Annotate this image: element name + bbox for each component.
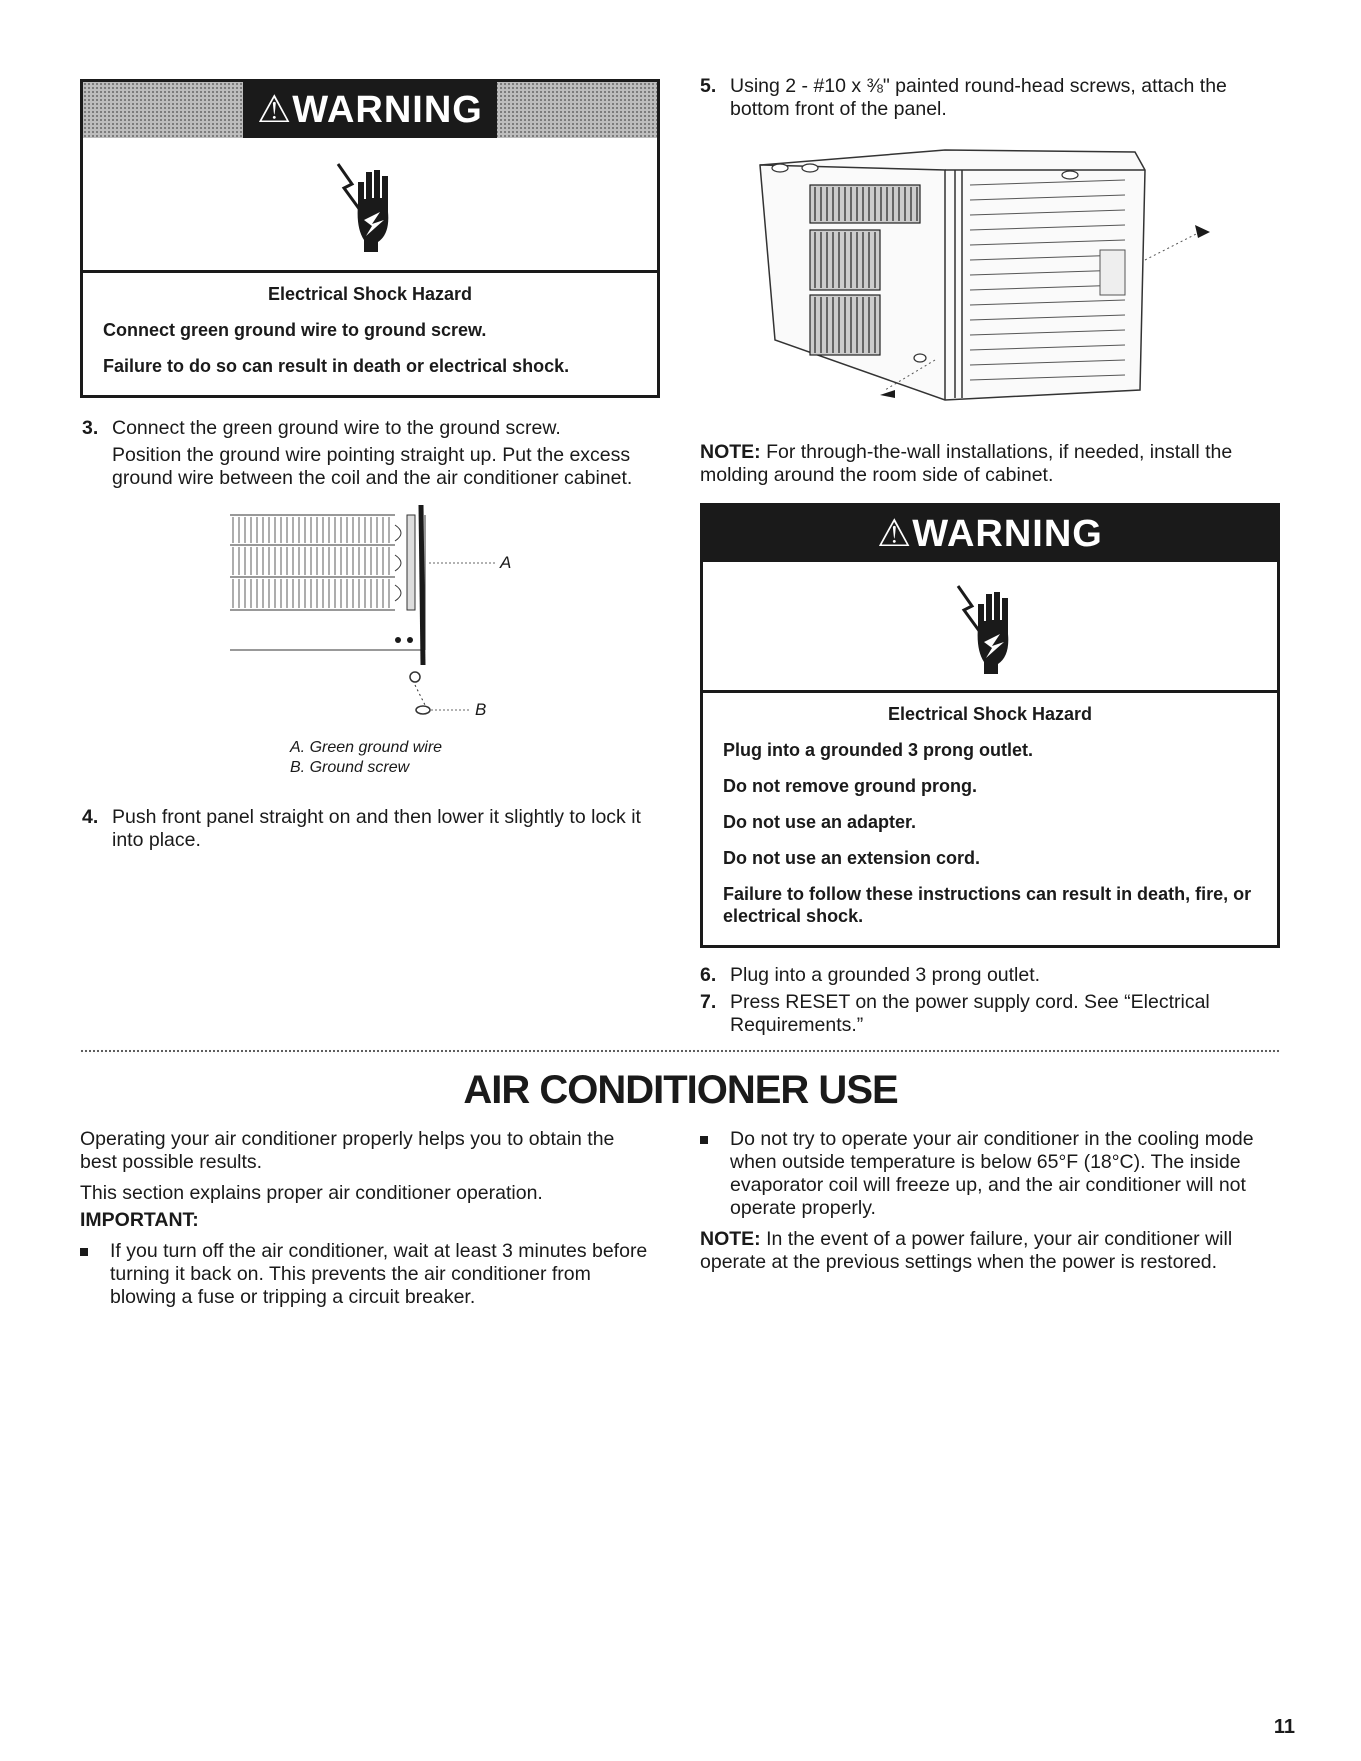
warning-box-outlet [700, 503, 1280, 948]
step-number: 6. [700, 964, 717, 986]
ac-unit-diagram [755, 140, 1235, 425]
step-text: Connect the green ground wire to the ground screw. [112, 417, 561, 439]
intro-paragraph-1: Operating your air conditioner properly helps you to obtain the best possible results. [80, 1128, 615, 1173]
warning-title: ⚠WARNING [243, 82, 497, 138]
step-4 [82, 806, 667, 852]
bullet-square-icon [80, 1248, 88, 1256]
warning-line: Do not use an extension cord. [723, 848, 981, 868]
important-label: IMPORTANT: [80, 1209, 199, 1231]
warning-header [83, 82, 657, 138]
warning-line: Do not use an adapter. [723, 812, 917, 832]
step-number: 4. [82, 806, 99, 828]
note-label: NOTE: [700, 1228, 761, 1250]
warning-text [83, 273, 657, 401]
hazard-title: Electrical Shock Hazard [267, 284, 473, 304]
shock-hazard-icon-area [83, 138, 657, 273]
label-b: B [475, 700, 487, 719]
step-number: 3. [82, 417, 99, 439]
note-molding [700, 441, 1280, 487]
step-detail: Position the ground wire pointing straight up. Put the excess ground wire between the coil and the air conditioner cabinet. [112, 444, 633, 489]
coil-ground-wire-figure [225, 505, 545, 735]
warning-text [703, 693, 1277, 951]
warning-line: Failure to follow these instructions can result in death, fire, or electrical shock. [723, 884, 1252, 926]
step-5 [700, 75, 1280, 121]
intro-paragraph-2: This section explains proper air conditioner operation. [80, 1182, 543, 1204]
warning-line: Do not remove ground prong. [723, 776, 977, 796]
step-number: 7. [700, 991, 717, 1013]
note-text: In the event of a power failure, your air conditioner will operate at the previous settings when the power is restored. [700, 1228, 1233, 1273]
section-left-column [80, 1128, 650, 1309]
warning-title: ⚠WARNING [877, 513, 1103, 555]
warning-box-ground-wire [80, 79, 660, 398]
step-text: Plug into a grounded 3 prong outlet. [730, 964, 1041, 986]
step-6 [700, 964, 1280, 987]
step-text: Using 2 - #10 x ⅜" painted round-head screws, attach the bottom front of the panel. [730, 75, 1227, 120]
bullet-text: Do not try to operate your air conditioner in the cooling mode when outside temperature is below 65°F (18°C). The inside evaporator coil will freeze up, and the air conditioner will not operate properly. [730, 1128, 1254, 1219]
label-a: A [500, 553, 512, 572]
shock-hazard-icon-area [703, 562, 1277, 693]
page-number: 11 [1273, 1716, 1295, 1738]
electric-shock-hand-icon [330, 154, 410, 254]
step-3 [82, 417, 667, 490]
step-number: 5. [700, 75, 717, 97]
bullet-item [700, 1128, 1280, 1220]
section-right-column [700, 1128, 1280, 1274]
section-title: AIR CONDITIONER USE [463, 1068, 898, 1112]
caption-b: B. Ground screw [290, 759, 410, 776]
note-text: For through-the-wall installations, if needed, install the molding around the room side of cabinet. [700, 441, 1233, 486]
warning-line: Failure to do so can result in death or electrical shock. [103, 356, 570, 376]
caption-a: A. Green ground wire [290, 739, 443, 756]
hazard-title: Electrical Shock Hazard [887, 704, 1093, 724]
warning-header [703, 506, 1277, 562]
note-power-failure [700, 1228, 1280, 1274]
coil-diagram [225, 505, 545, 735]
warning-line: Connect green ground wire to ground screw. [103, 320, 487, 340]
step-7 [700, 991, 1280, 1037]
section-divider [80, 1049, 1280, 1054]
warning-line: Plug into a grounded 3 prong outlet. [723, 740, 1033, 760]
air-conditioner-unit-figure [755, 140, 1235, 425]
step-text: Push front panel straight on and then lower it slightly to lock it into place. [112, 806, 641, 851]
bullet-square-icon [700, 1136, 708, 1144]
bullet-text: If you turn off the air conditioner, wait at least 3 minutes before turning it back on. This prevents the air conditioner from blowing a fuse or tripping a circuit breaker. [110, 1240, 648, 1308]
bullet-item [80, 1240, 650, 1309]
electric-shock-hand-icon [950, 576, 1030, 676]
step-text: Press RESET on the power supply cord. See “Electrical Requirements.” [730, 991, 1210, 1036]
note-label: NOTE: [700, 441, 761, 463]
figure-caption [290, 738, 442, 778]
